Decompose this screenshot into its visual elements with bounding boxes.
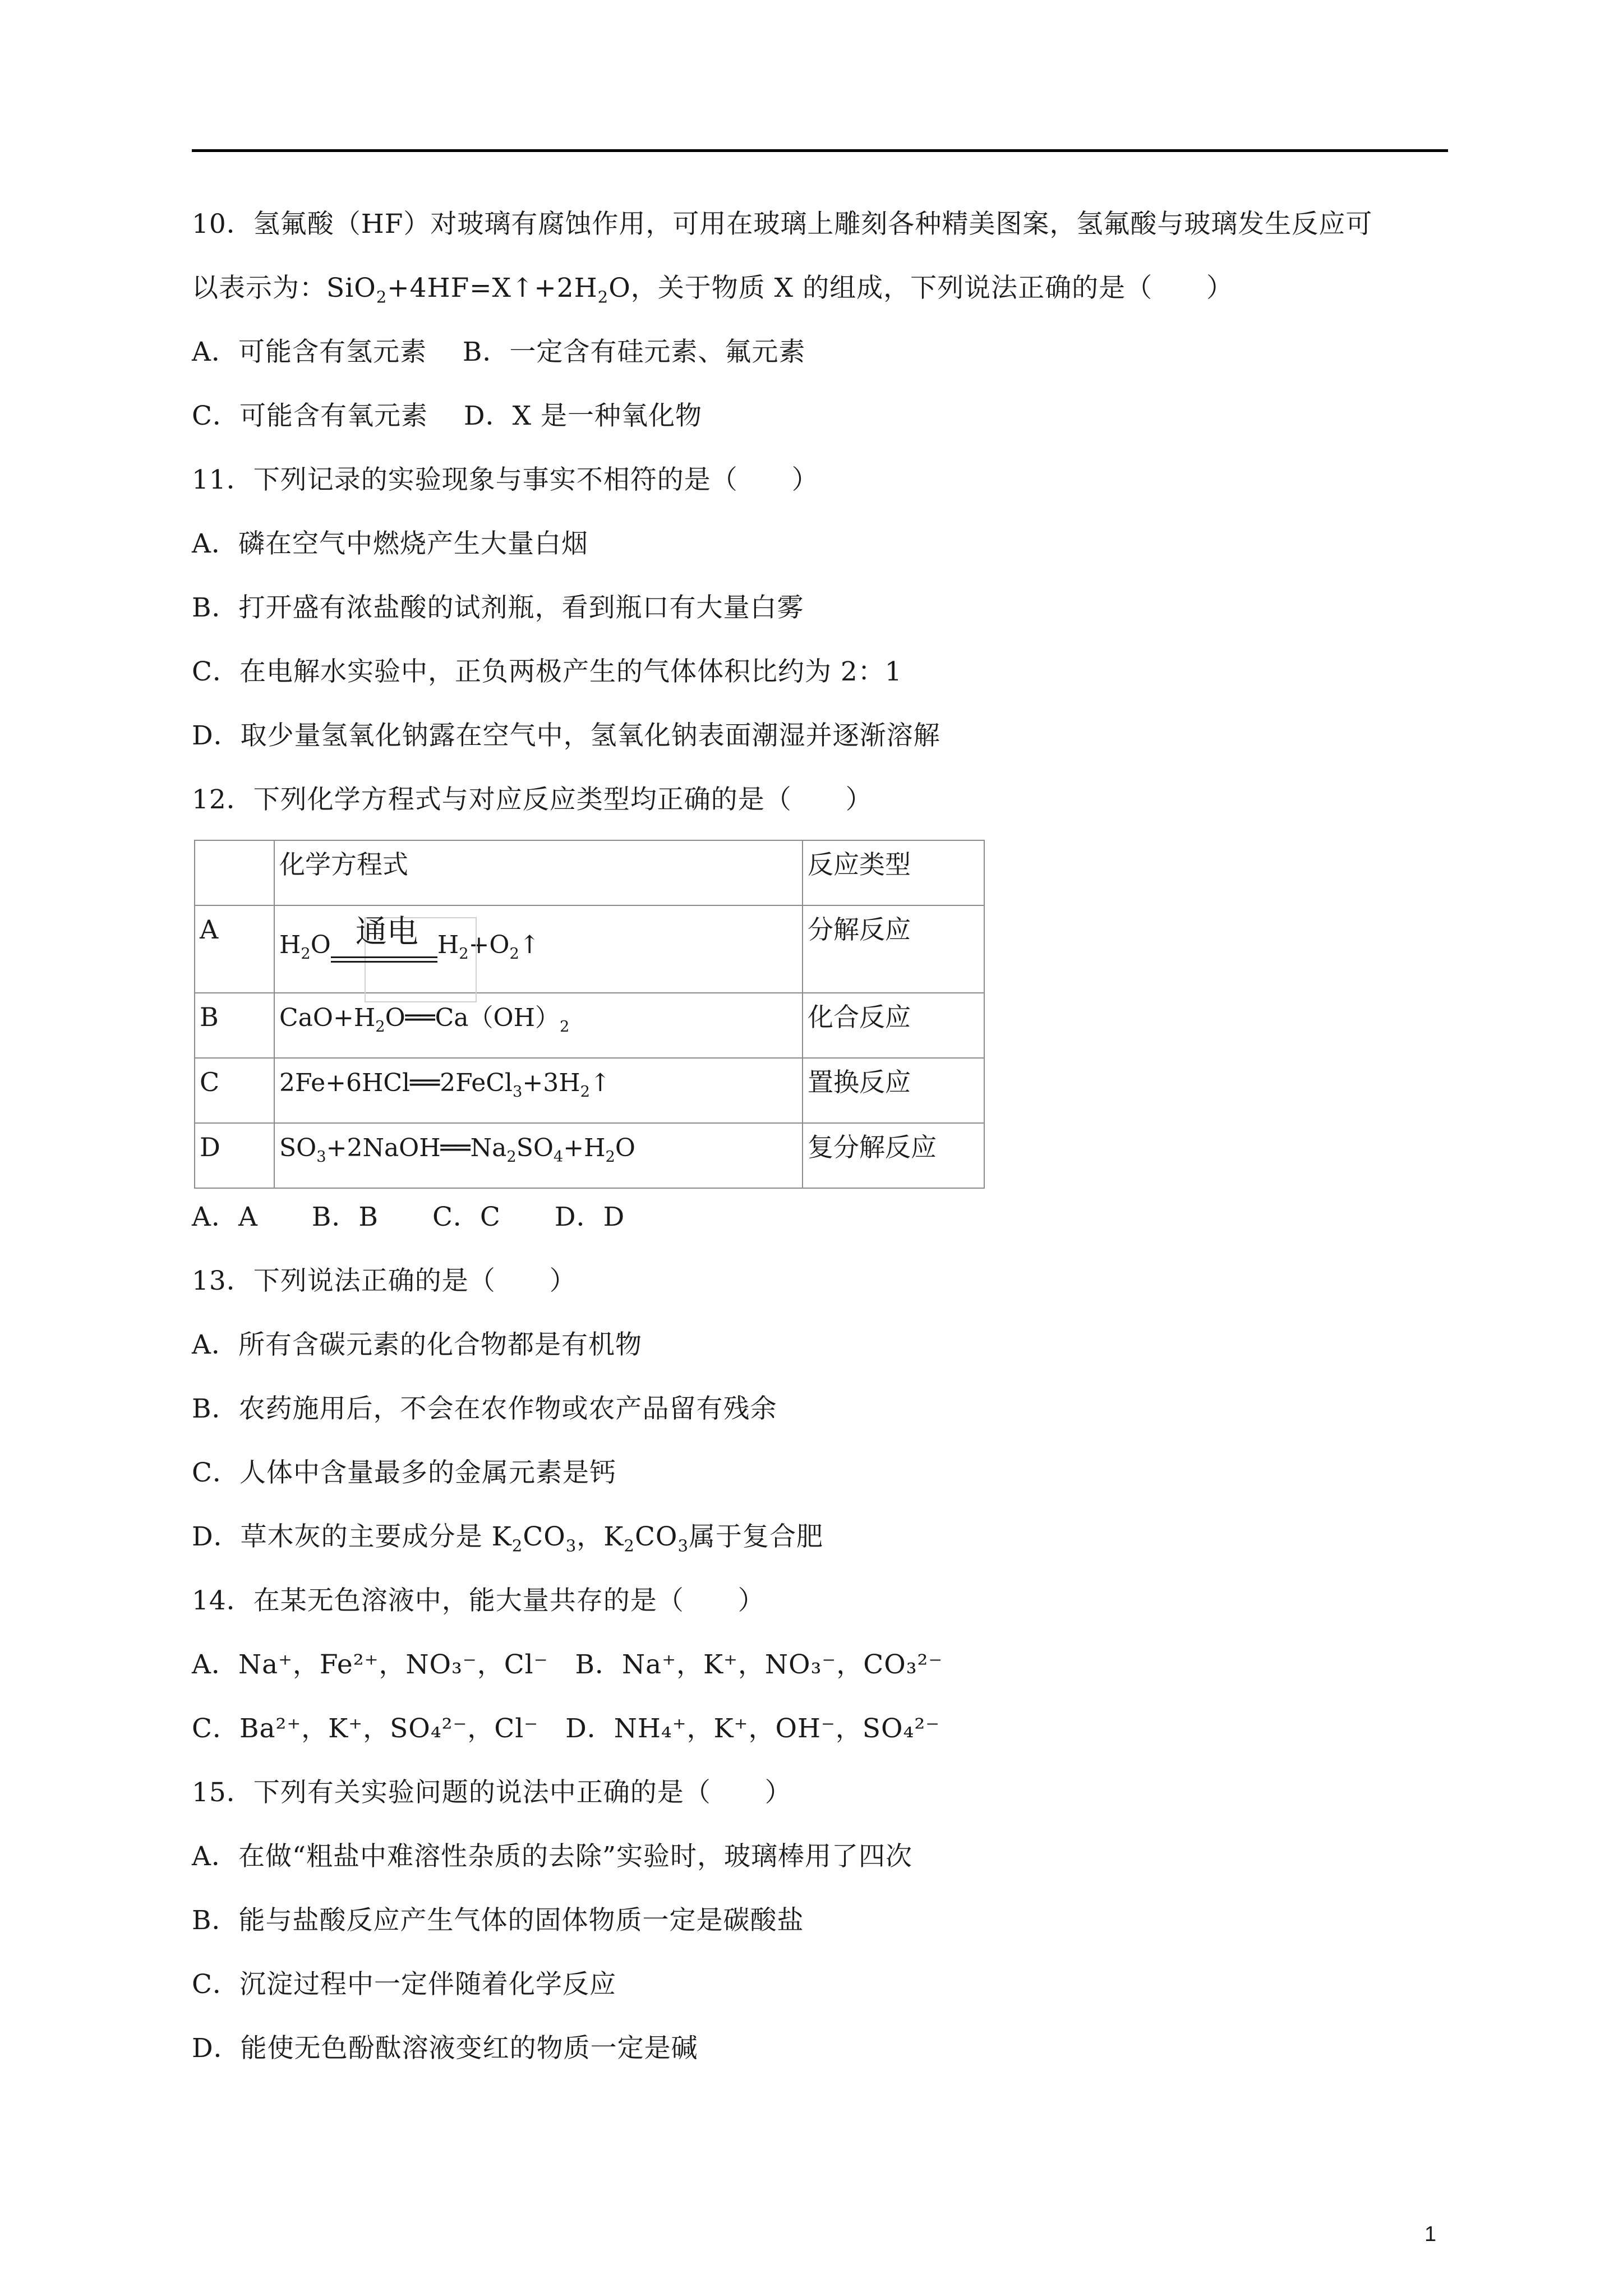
q15-option-b: B．能与盐酸反应产生气体的固体物质一定是碳酸盐	[192, 1905, 804, 1936]
q13-option-a: A．所有含碳元素的化合物都是有机物	[192, 1329, 642, 1360]
q13-option-d: D．草木灰的主要成分是 $K_2CO_3$，$K_2CO_3$属于复合肥	[192, 1521, 823, 1556]
q11-stem: 11．下列记录的实验现象与事实不相符的是（ ）	[192, 464, 819, 495]
row-label: D	[195, 1123, 274, 1188]
q13-option-b: B．农药施用后，不会在农作物或农产品留有残余	[192, 1393, 777, 1424]
q11-option-a: A．磷在空气中燃烧产生大量白烟	[192, 528, 588, 559]
q15-option-d: D．能使无色酚酞溶液变红的物质一定是碱	[192, 2033, 698, 2064]
equals-bar-bottom	[331, 961, 437, 963]
reaction-table	[194, 840, 985, 1189]
equation-cell: $2Fe+6HCl══2FeCl_3+3H_2↑$	[274, 1058, 803, 1123]
q10-options-ab: A．可能含有氢元素 B．一定含有硅元素、氟元素	[192, 337, 806, 367]
equation-cell: $CaO+H_2O══Ca(OH)_2$	[274, 993, 803, 1058]
table-row	[195, 1123, 984, 1188]
q13-option-c: C．人体中含量最多的金属元素是钙	[192, 1457, 616, 1488]
electrolysis-condition	[331, 913, 437, 970]
table-row	[195, 905, 984, 993]
q14-options-cd: C．Ba²⁺，K⁺，SO₄²⁻，Cl⁻ D．NH₄⁺，K⁺，OH⁻，SO₄²⁻	[192, 1713, 940, 1744]
table-header-cell	[195, 840, 274, 905]
table-row	[195, 1058, 984, 1123]
table-header-cell: 化学方程式	[274, 840, 803, 905]
header-rule	[192, 149, 1448, 152]
q10-stem-line2: 以表示为：$SiO_2+4HF=X↑+2H_2O$，关于物质 X 的组成，下列说法正确的是（ ）	[192, 273, 1234, 307]
q15-stem: 15．下列有关实验问题的说法中正确的是（ ）	[192, 1777, 792, 1808]
row-label: A	[195, 905, 274, 993]
q10-options-cd: C．可能含有氧元素 D．X 是一种氧化物	[192, 401, 702, 431]
page-number: 1	[1424, 2223, 1437, 2246]
q12-options: A．A B．B C．C D．D	[192, 1202, 625, 1232]
reaction-type-cell: 化合反应	[803, 993, 984, 1058]
condition-label: 通电	[355, 913, 418, 949]
table-row	[195, 993, 984, 1058]
q14-options-ab: A．Na⁺，Fe²⁺，NO₃⁻，Cl⁻ B．Na⁺，K⁺，NO₃⁻，CO₃²⁻	[192, 1649, 943, 1680]
reaction-type-cell: 分解反应	[803, 905, 984, 993]
equation-cell: $SO_3+2NaOH══Na_2SO_4+H_2O$	[274, 1123, 803, 1188]
q11-option-d: D．取少量氢氧化钠露在空气中，氢氧化钠表面潮湿并逐渐溶解	[192, 720, 940, 751]
q15-option-c: C．沉淀过程中一定伴随着化学反应	[192, 1969, 616, 2000]
row-label: C	[195, 1058, 274, 1123]
row-label: B	[195, 993, 274, 1058]
q14-stem: 14．在某无色溶液中，能大量共存的是（ ）	[192, 1585, 765, 1616]
q15-option-a: A．在做“粗盐中难溶性杂质的去除”实验时，玻璃棒用了四次	[192, 1841, 912, 1872]
q11-option-c: C．在电解水实验中，正负两极产生的气体体积比约为 2：1	[192, 656, 902, 687]
equals-bar-top	[331, 956, 437, 958]
q12-stem: 12．下列化学方程式与对应反应类型均正确的是（ ）	[192, 784, 873, 815]
q10-stem-line1: 10．氢氟酸（HF）对玻璃有腐蚀作用，可用在玻璃上雕刻各种精美图案，氢氟酸与玻璃发生反应可	[192, 209, 1373, 240]
q13-stem: 13．下列说法正确的是（ ）	[192, 1266, 577, 1296]
table-header-row	[195, 840, 984, 905]
reaction-type-cell: 置换反应	[803, 1058, 984, 1123]
equation-cell: $H_2O$ 通电 $H_2+O_2↑$	[274, 905, 803, 993]
q11-option-b: B．打开盛有浓盐酸的试剂瓶，看到瓶口有大量白雾	[192, 592, 804, 623]
table-header-cell: 反应类型	[803, 840, 984, 905]
reaction-type-cell: 复分解反应	[803, 1123, 984, 1188]
